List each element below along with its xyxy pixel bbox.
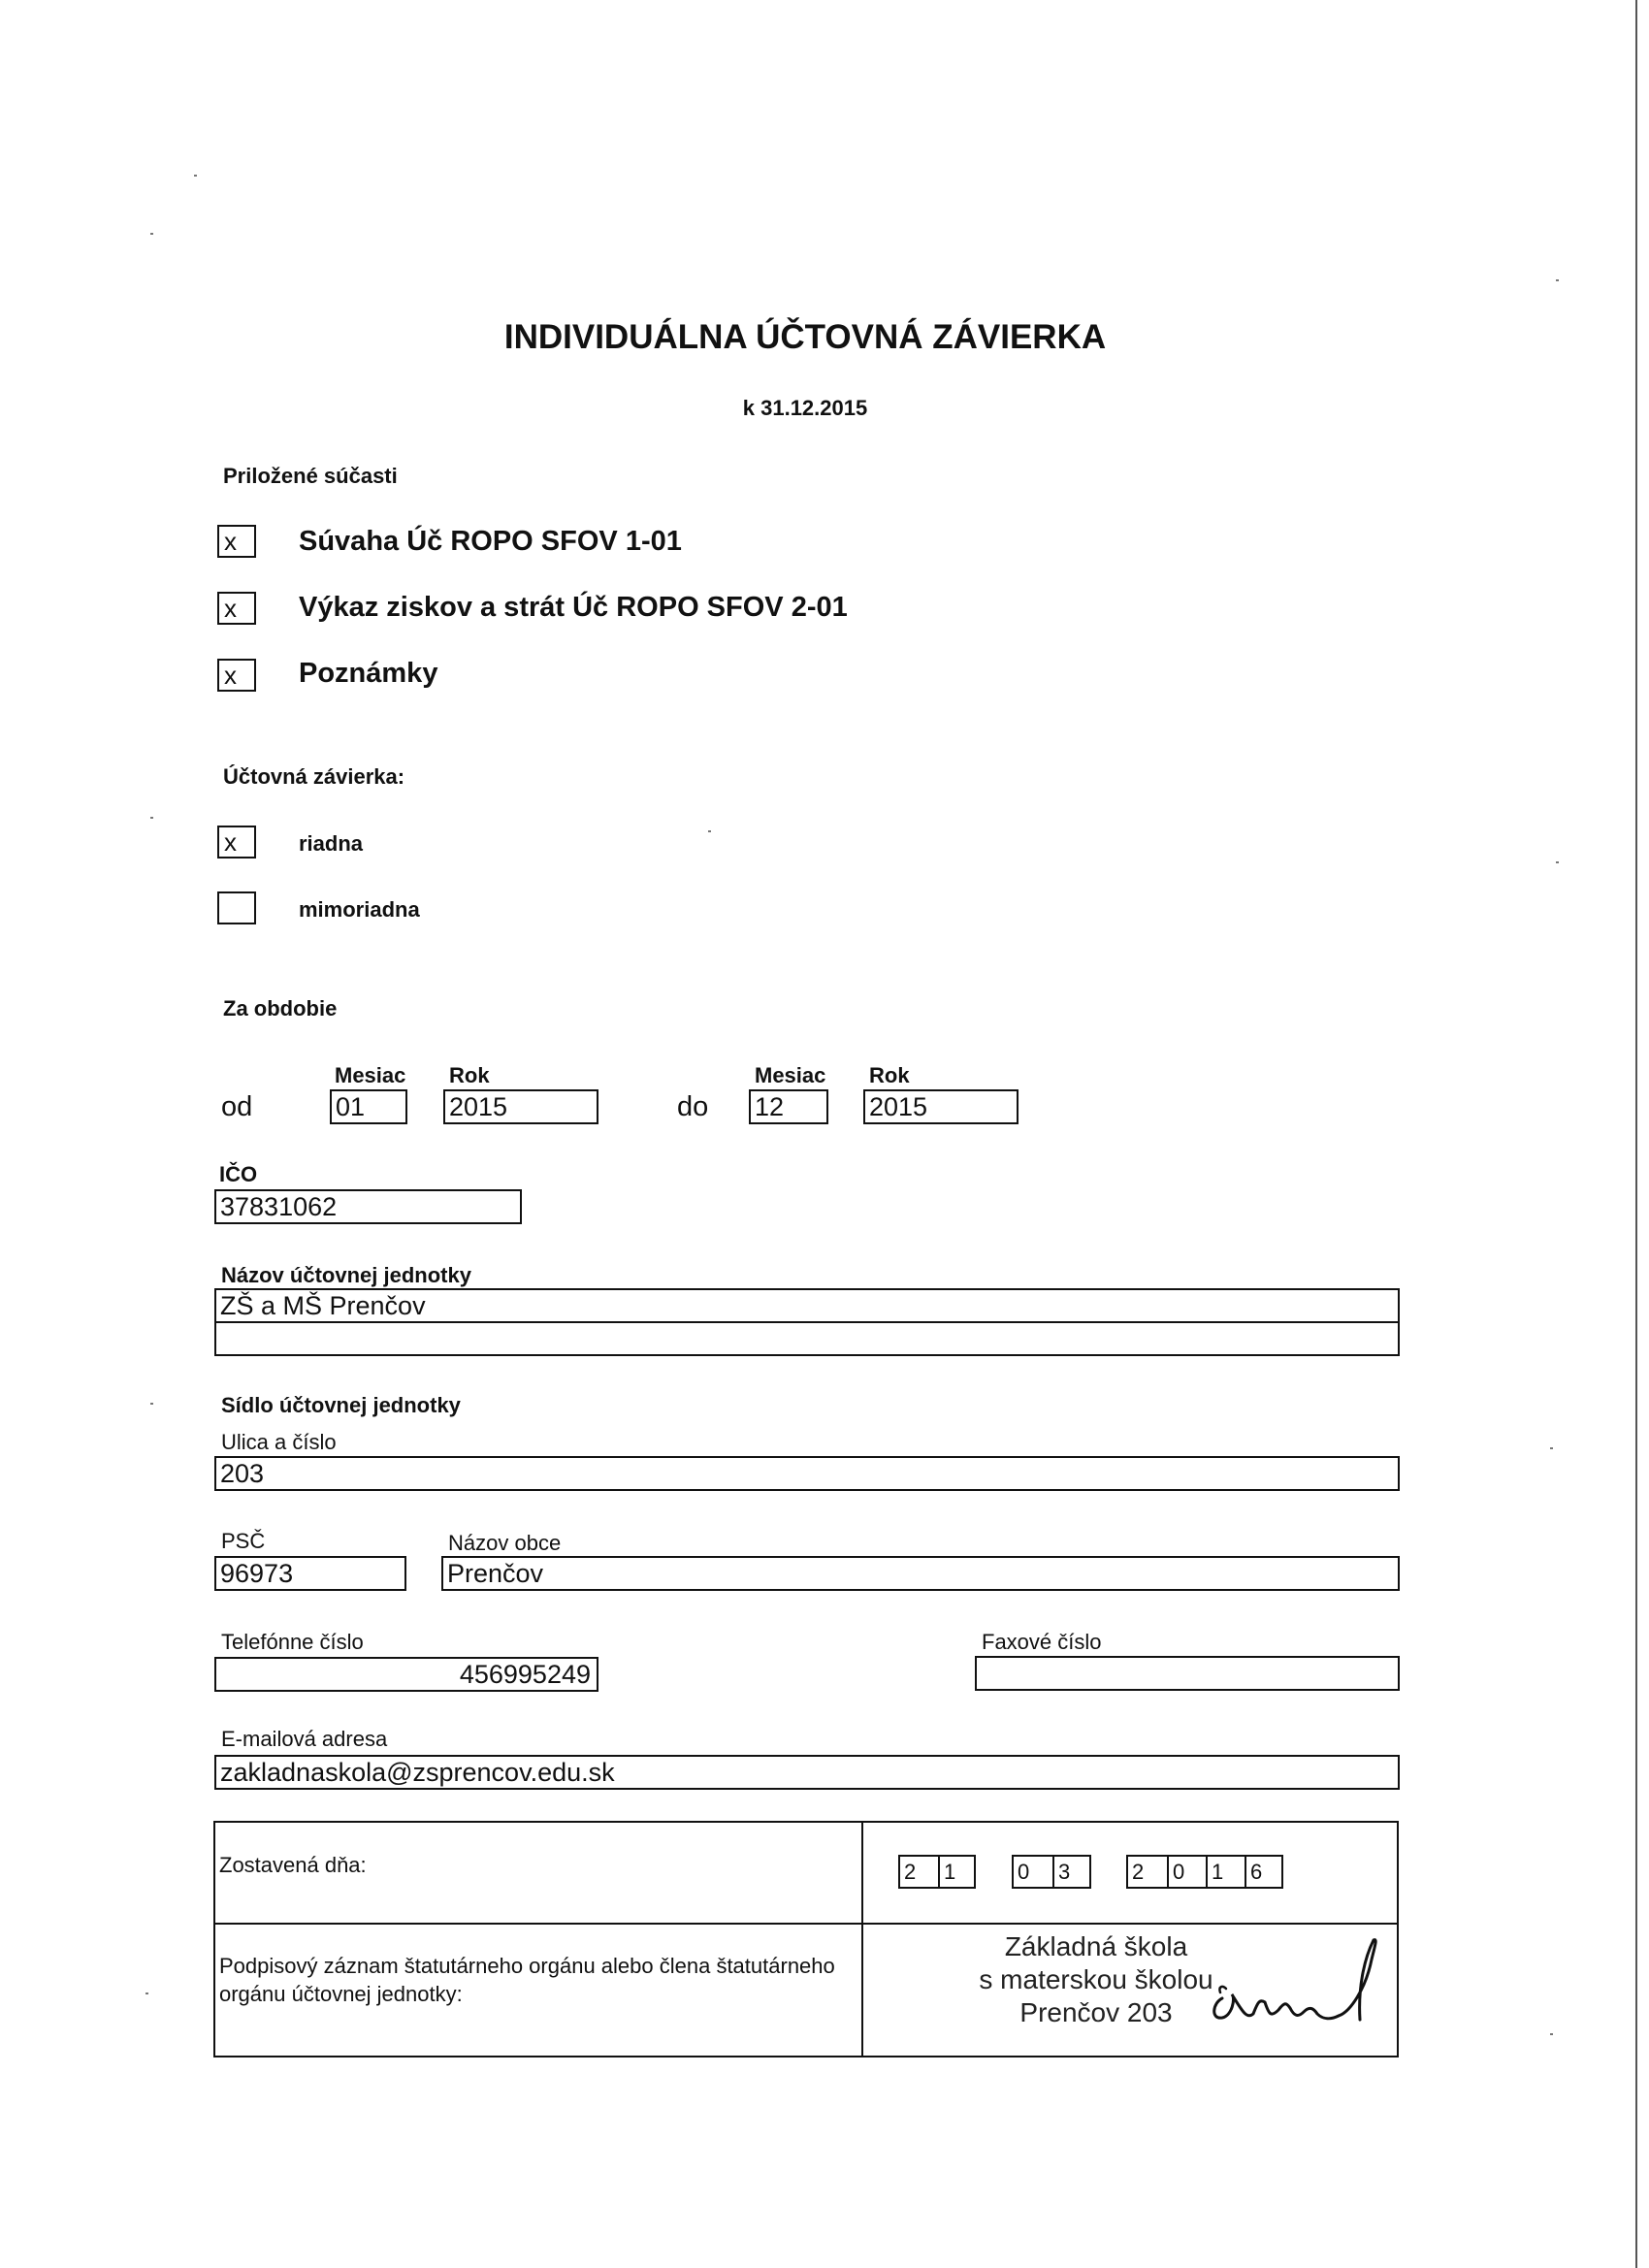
compiled-day-box[interactable] [898,1855,976,1889]
closing-type-heading: Účtovná závierka: [223,764,405,789]
handwritten-signature [1193,1930,1387,2037]
seat-heading: Sídlo účtovnej jednotky [221,1393,461,1417]
to-year-label: Rok [869,1063,910,1087]
period-heading: Za obdobie [223,996,338,1021]
compiled-year-digit-4: 6 [1245,1857,1283,1887]
checkbox-mimoriadna[interactable] [217,891,256,924]
scan-speck [194,175,197,177]
compiled-day-digit-2: 1 [938,1857,976,1887]
page-subtitle: k 31.12.2015 [742,396,868,420]
scan-speck [1550,1447,1553,1449]
email-field[interactable]: zakladnaskola@zsprencov.edu.sk [214,1755,1400,1790]
from-month-field[interactable]: 01 [330,1089,407,1124]
phone-field[interactable]: 456995249 [214,1657,598,1692]
to-month-field[interactable]: 12 [749,1089,828,1124]
scan-speck [150,233,153,235]
signature-table-col-divider [861,1821,863,2057]
city-label: Názov obce [448,1531,562,1555]
ico-label: IČO [219,1162,258,1186]
scan-speck [1550,2033,1553,2035]
from-year-label: Rok [449,1063,490,1087]
checkbox-vykaz[interactable]: x [217,592,256,625]
attachments-heading: Priložené súčasti [223,464,398,488]
compiled-year-digit-3: 1 [1206,1857,1245,1887]
signature-label: Podpisový záznam štatutárneho orgánu alebo člena štatutárneho orgánu účtovnej jednotky: [219,1954,835,2006]
label-mimoriadna: mimoriadna [299,897,420,922]
compiled-month-digit-1: 0 [1018,1860,1030,1884]
street-label: Ulica a číslo [221,1430,337,1454]
compiled-month-digit-2: 3 [1052,1857,1091,1887]
unit-name-line1[interactable]: ZŠ a MŠ Prenčov [214,1288,1400,1323]
checkbox-suvaha[interactable]: x [217,525,256,558]
to-year-field[interactable]: 2015 [863,1089,1018,1124]
scan-speck [1556,861,1559,863]
unit-name-line2[interactable] [214,1321,1400,1356]
scan-speck [1556,279,1559,281]
compiled-label: Zostavená dňa: [219,1853,367,1877]
from-month-label: Mesiac [335,1063,406,1087]
from-label: od [221,1091,253,1122]
from-year-field[interactable]: 2015 [443,1089,598,1124]
scan-edge-line [1635,0,1637,2268]
email-label: E-mailová adresa [221,1727,388,1751]
compiled-day-digit-1: 2 [904,1860,917,1884]
psc-field[interactable]: 96973 [214,1556,406,1591]
fax-label: Faxové číslo [982,1630,1102,1654]
stamp-line-1: Základná škola [1004,1931,1188,1961]
label-poznamky: Poznámky [299,658,438,689]
label-vykaz: Výkaz ziskov a strát Úč ROPO SFOV 2-01 [299,592,848,623]
checkbox-riadna[interactable]: x [217,826,256,859]
to-label: do [677,1091,709,1122]
scan-speck [708,830,711,832]
label-riadna: riadna [299,831,364,856]
compiled-year-digit-1: 2 [1132,1860,1145,1884]
fax-field[interactable] [975,1656,1400,1691]
scan-speck [150,1403,153,1405]
scan-speck [150,817,153,819]
to-month-label: Mesiac [755,1063,826,1087]
phone-label: Telefónne číslo [221,1630,364,1654]
street-field[interactable]: 203 [214,1456,1400,1491]
page-title: INDIVIDUÁLNA ÚČTOVNÁ ZÁVIERKA [503,318,1107,356]
stamp-line-2: s materskou školou [979,1964,1213,1994]
unit-name-label: Názov účtovnej jednotky [221,1263,471,1287]
stamp-line-3: Prenčov 203 [1019,1997,1173,2027]
signature-table-row-divider [213,1923,1399,1925]
city-field[interactable]: Prenčov [441,1556,1400,1591]
compiled-year-digit-2: 0 [1167,1857,1206,1887]
scan-speck [146,1993,148,1994]
label-suvaha: Súvaha Úč ROPO SFOV 1-01 [299,526,682,557]
checkbox-poznamky[interactable]: x [217,659,256,692]
ico-field[interactable]: 37831062 [214,1189,522,1224]
compiled-year-box[interactable] [1126,1855,1283,1889]
psc-label: PSČ [221,1529,266,1553]
compiled-month-box[interactable] [1012,1855,1091,1889]
